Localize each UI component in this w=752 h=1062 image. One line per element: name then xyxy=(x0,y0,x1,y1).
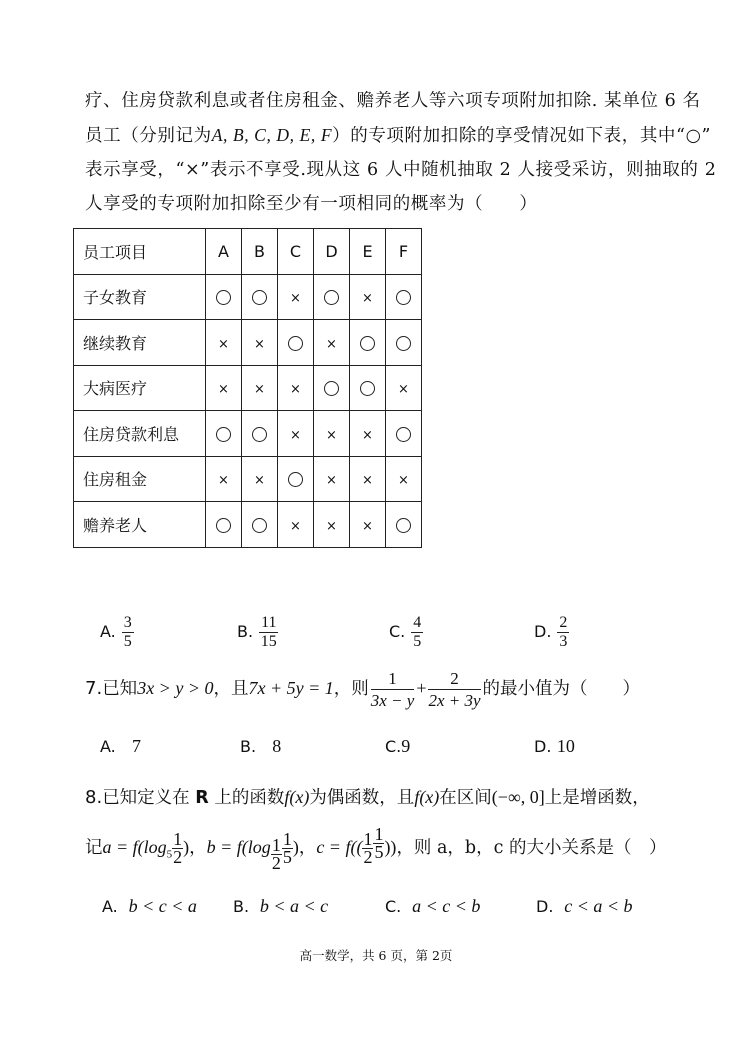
table-body xyxy=(74,274,422,547)
constraint: 7x + 5y = 1 xyxy=(248,678,334,698)
row-label: 大病医疗 xyxy=(74,365,206,411)
table-header-cell: D xyxy=(314,229,350,275)
cross-icon: × xyxy=(254,473,265,489)
cross-icon: × xyxy=(326,427,337,443)
cross-icon: × xyxy=(218,473,229,489)
stem-line-1: 疗、住房贷款利息或者住房租金、赡养老人等六项专项附加扣除. 某单位 6 名 xyxy=(85,91,701,111)
cross-icon: × xyxy=(326,473,337,489)
cross-icon: × xyxy=(326,336,337,352)
stem-line-4: 人享受的专项附加扣除至少有一项相同的概率为（ ） xyxy=(85,194,538,214)
table-row xyxy=(74,502,422,548)
circle-icon xyxy=(360,381,375,396)
circle-icon xyxy=(396,290,411,305)
cross-icon: × xyxy=(290,518,301,534)
table-row xyxy=(74,411,422,457)
option-c: C.9 xyxy=(385,736,411,756)
cross-icon: × xyxy=(218,336,229,352)
enjoyed-mark xyxy=(206,274,242,320)
circle-icon xyxy=(396,427,411,442)
not-enjoyed-mark xyxy=(206,320,242,366)
enjoyed-mark xyxy=(206,502,242,548)
table-header-cell: 员工项目 xyxy=(74,229,206,275)
circle-icon xyxy=(360,336,375,351)
not-enjoyed-mark xyxy=(242,365,278,411)
not-enjoyed-mark xyxy=(206,456,242,502)
circle-icon xyxy=(216,518,231,533)
circle-icon xyxy=(216,290,231,305)
not-enjoyed-mark xyxy=(350,502,386,548)
row-label: 住房贷款利息 xyxy=(74,411,206,457)
table-row xyxy=(74,320,422,366)
page-footer: 高一数学，共 6 页，第 2页 xyxy=(299,948,453,963)
table-header-cell: F xyxy=(386,229,422,275)
not-enjoyed-mark xyxy=(314,411,350,457)
circle-icon xyxy=(288,472,303,487)
not-enjoyed-mark xyxy=(278,502,314,548)
enjoyed-mark xyxy=(386,320,422,366)
cross-icon: × xyxy=(362,473,373,489)
cross-icon: × xyxy=(362,518,373,534)
enjoyed-mark xyxy=(242,502,278,548)
cross-icon: × xyxy=(326,518,337,534)
enjoyed-mark xyxy=(242,274,278,320)
circle-icon xyxy=(396,336,411,351)
table-header-cell: C xyxy=(278,229,314,275)
cross-icon: × xyxy=(398,473,409,489)
table-row xyxy=(74,456,422,502)
not-enjoyed-mark xyxy=(386,365,422,411)
question-6-stem xyxy=(85,84,717,221)
enjoyed-mark xyxy=(242,411,278,457)
option-b: B. $\frac{11}{15}$ xyxy=(237,614,277,650)
enjoyed-mark xyxy=(350,365,386,411)
circle-icon xyxy=(252,427,267,442)
employee-labels: A, B, C, D, E, F xyxy=(211,125,333,145)
cross-icon: × xyxy=(290,427,301,443)
option-c: C. $\frac{4}{5}$ xyxy=(389,614,422,650)
cross-icon: × xyxy=(254,336,265,352)
not-enjoyed-mark xyxy=(314,320,350,366)
not-enjoyed-mark xyxy=(278,365,314,411)
row-label: 继续教育 xyxy=(74,320,206,366)
option-b: B. b < a < c xyxy=(233,896,329,916)
not-enjoyed-mark xyxy=(314,502,350,548)
fraction: $\frac{2}{3}$ xyxy=(559,614,568,650)
fraction: $\frac{3}{5}$ xyxy=(123,614,132,650)
cross-icon: × xyxy=(398,382,409,398)
question-8-line-1: 8.已知定义在 R 上的函数f(x)为偶函数，且f(x)在区间(−∞, 0]上是增函数， xyxy=(85,787,650,808)
option-d: D. $\frac{2}{3}$ xyxy=(534,614,568,650)
option-d: D. c < a < b xyxy=(536,896,633,916)
enjoyed-mark xyxy=(206,411,242,457)
question-8-line-2: 记$a = f(\log_5$ $\frac{1}{2}$ )，b = f(log $_{\frac{1}{2}}$ $\frac{1}{5}$ )，c = f(( $\frac{1}{2}$ $^{\frac{1}{5}}$ ))，则 a，b，c 的大小关系是（ ） xyxy=(85,824,667,873)
enjoyed-mark xyxy=(386,502,422,548)
table-row xyxy=(74,365,422,411)
table-header-cell: E xyxy=(350,229,386,275)
circle-icon xyxy=(288,336,303,351)
circle-icon xyxy=(396,518,411,533)
stem-line-2: 员工（分别记为A, B, C, D, E, F）的专项附加扣除的享受情况如下表，其中“○” xyxy=(85,125,711,146)
cross-icon: × xyxy=(254,382,265,398)
not-enjoyed-mark xyxy=(386,456,422,502)
not-enjoyed-mark xyxy=(314,456,350,502)
table-row xyxy=(74,274,422,320)
enjoyed-mark xyxy=(386,411,422,457)
enjoyed-mark xyxy=(314,365,350,411)
fraction: $\frac{2}{2x + 3y}$ xyxy=(428,669,481,710)
fraction: $\frac{1}{3x - y}$ xyxy=(370,669,415,710)
cross-icon: × xyxy=(290,291,301,307)
circle-icon xyxy=(252,290,267,305)
enjoyed-mark xyxy=(278,456,314,502)
circle-icon xyxy=(324,381,339,396)
table-header-cell: A xyxy=(206,229,242,275)
not-enjoyed-mark xyxy=(242,456,278,502)
option-d: D. 10 xyxy=(534,736,575,756)
enjoyed-mark xyxy=(386,274,422,320)
circle-icon xyxy=(324,290,339,305)
row-label: 赡养老人 xyxy=(74,502,206,548)
option-c: C. a < c < b xyxy=(385,896,481,916)
circle-icon xyxy=(216,427,231,442)
not-enjoyed-mark xyxy=(206,365,242,411)
stem-line-3: 表示享受，“×”表示不享受.现从这 6 人中随机抽取 2 人接受采访，则抽取的 2 xyxy=(85,160,717,180)
not-enjoyed-mark xyxy=(278,274,314,320)
option-a: A. b < c < a xyxy=(102,896,197,916)
not-enjoyed-mark xyxy=(350,456,386,502)
enjoyed-mark xyxy=(350,320,386,366)
row-label: 住房租金 xyxy=(74,456,206,502)
option-a: A. 7 xyxy=(100,736,141,756)
deduction-table xyxy=(73,228,422,548)
cross-icon: × xyxy=(362,427,373,443)
enjoyed-mark xyxy=(314,274,350,320)
not-enjoyed-mark xyxy=(278,411,314,457)
cross-icon: × xyxy=(218,382,229,398)
table-header-row xyxy=(74,229,422,275)
circle-icon xyxy=(252,518,267,533)
cross-icon: × xyxy=(362,291,373,307)
table-header-cell: B xyxy=(242,229,278,275)
option-b: B. 8 xyxy=(240,736,282,756)
row-label: 子女教育 xyxy=(74,274,206,320)
fraction: $\frac{11}{15}$ xyxy=(260,614,277,650)
option-a: A. $\frac{3}{5}$ xyxy=(100,614,132,650)
not-enjoyed-mark xyxy=(350,411,386,457)
not-enjoyed-mark xyxy=(350,274,386,320)
fraction: $\frac{4}{5}$ xyxy=(413,614,422,650)
enjoyed-mark xyxy=(278,320,314,366)
cross-icon: × xyxy=(290,382,301,398)
question-7-stem: 7.已知3x > y > 0，且7x + 5y = 1，则 $\frac{1}{3x - y}$ + $\frac{2}{2x + 3y}$ 的最小值为（ ） xyxy=(85,669,641,710)
not-enjoyed-mark xyxy=(242,320,278,366)
condition: 3x > y > 0 xyxy=(137,678,214,698)
